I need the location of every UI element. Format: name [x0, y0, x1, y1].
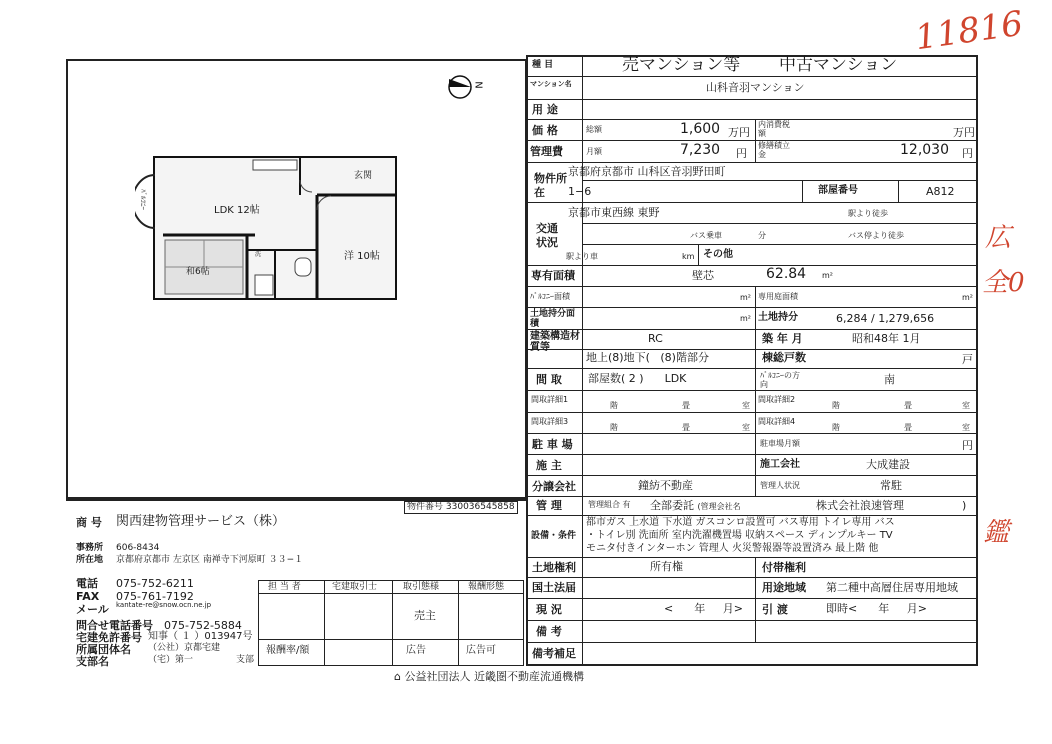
setsubi-label: 設備・条件: [531, 531, 577, 541]
fax-value: 075-761-7192: [116, 590, 194, 603]
ekiyori-sha-label: 駅より車: [566, 252, 598, 261]
layout-label: 間 取: [536, 373, 562, 386]
kanrinin-value: 常駐: [880, 479, 902, 492]
addr-value: 京都府京都市 左京区 南禅寺下河原町 ３３−１: [116, 555, 304, 565]
shuzen-label: 修繕積立金: [758, 141, 790, 159]
structure-value: RC: [648, 332, 663, 345]
hekishin-label: 壁芯: [692, 269, 714, 282]
shogo-value: 関西建物管理サービス（株）: [116, 514, 286, 529]
tel-value: 075-752-6211: [116, 577, 194, 590]
kanrihi-value: 7,230: [680, 142, 721, 158]
grid-taiyo-value: 売主: [414, 609, 436, 622]
built-value: 昭和48年 1月: [852, 332, 921, 345]
grid-houshu-rate: 報酬率/額: [266, 645, 310, 656]
kanrihi-unit: 円: [736, 147, 747, 160]
built-label: 築 年 月: [762, 332, 803, 345]
kanrihi-label: 管理費: [530, 145, 563, 158]
land-share-value: 6,284 / 1,279,656: [836, 312, 935, 325]
garden-area-unit: m²: [962, 293, 973, 302]
bus-toho-label: バス停より徒歩: [848, 231, 904, 240]
land-share-label: 土地持分: [758, 312, 798, 323]
mail-value: kantate-re@snow.ocn.ne.jp: [116, 601, 212, 609]
attached-label: 付帯権利: [762, 561, 806, 574]
detail3-kai: 階: [610, 423, 618, 432]
addr-label: 所在地: [76, 555, 104, 565]
shumoku-label: 種 目: [532, 60, 554, 70]
youto-label: 用途地域: [762, 581, 806, 594]
tax-unit: 万円: [953, 126, 975, 139]
dantai-label: 所属団体名: [76, 643, 131, 656]
contractor-label: 施工会社: [760, 459, 800, 470]
rooms-row: 部屋数( 2 ) LDK: [588, 372, 687, 385]
handwritten-note-2: 全0: [982, 268, 1025, 298]
genkyo-label: 現 況: [536, 603, 562, 616]
area-value: 62.84: [766, 266, 807, 282]
kanrinin-label: 管理人状況: [760, 481, 800, 490]
detail4-label: 間取詳細4: [758, 417, 796, 426]
youto-value: 第二種中高層住居専用地域: [826, 581, 958, 594]
office-label: 事務所: [76, 543, 104, 553]
line-value: 京都市東西線 東野: [568, 206, 660, 219]
hikiwatashi-row: 即時< 年 月>: [826, 602, 927, 615]
transport-label: 交通状況: [536, 222, 558, 250]
detail4-shitsu: 室: [962, 423, 970, 432]
garden-area-label: 専用庭面積: [758, 292, 798, 301]
license-label: 宅建免許番号: [76, 631, 142, 644]
room-ldk-label: LDK 12帖: [214, 205, 260, 216]
north-label: N: [472, 81, 484, 89]
bukken-no: 物件番号 330036545858: [404, 501, 518, 514]
detail1-shitsu: 室: [742, 401, 750, 410]
bikou-hosoku-label: 備考補足: [532, 647, 576, 660]
grid-torihiki-taiyo: 取引態様: [403, 582, 440, 592]
km-label: km: [682, 252, 695, 261]
bus-label: バス乗車: [690, 231, 722, 240]
mail-label: メール: [76, 603, 109, 616]
ekiyori-toho-label: 駅より徒歩: [848, 209, 888, 218]
contractor-value: 大成建設: [866, 458, 910, 471]
room-wa-label: 和6帖: [186, 267, 210, 277]
setsubi-line1: 都市ガス 上水道 下水道 ガスコンロ設置可 バス専用 トイレ専用 バス: [586, 517, 895, 528]
license-value: 知事（ １ ）013947号: [148, 631, 253, 642]
tel-label: 電話: [76, 577, 98, 590]
room-balcony-label: ﾊﾞﾙｺﾆｰ: [139, 189, 147, 210]
shuzen-unit: 円: [962, 147, 973, 160]
toiawase-value: 075-752-5884: [164, 619, 242, 632]
toiawase-label: 問合せ電話番号: [76, 619, 153, 632]
room-genkan-label: 玄関: [354, 171, 373, 181]
shibu-label: 支部名: [76, 655, 109, 668]
grid-koukoku: 広告: [406, 645, 426, 656]
parking-label: 駐 車 場: [532, 438, 573, 451]
detail4-kai: 階: [832, 423, 840, 432]
kokudo-label: 国土法届: [532, 581, 576, 594]
total-label: 総額: [586, 125, 602, 134]
shibu-value: （宅）第一: [148, 655, 194, 665]
grid-torihikishi: 宅建取引士: [332, 582, 378, 592]
floors-row: 地上(8)地下( (8)階部分: [586, 351, 709, 364]
mansion-name-label: マンション名: [530, 80, 572, 88]
shuzen-value: 12,030: [900, 142, 949, 158]
room-yo-label: 洋 10帖: [344, 251, 380, 262]
grid-houshu: 報酬形態: [468, 582, 505, 592]
units-unit: 戸: [962, 353, 973, 366]
org-logo-icon: ⌂: [394, 670, 401, 683]
property-subtype: 中古マンション: [779, 55, 898, 75]
bunjou-value: 鐘紡不動産: [638, 479, 693, 492]
footer-org: ⌂ 公益社団法人 近畿圏不動産流通機構: [394, 670, 584, 683]
detail2-shitsu: 室: [962, 401, 970, 410]
zip-value: 606-8434: [116, 543, 160, 553]
room-no-value: A812: [926, 185, 955, 198]
land-share-area-label: 土地持分面積: [530, 309, 576, 329]
detail1-jo: 畳: [682, 401, 690, 410]
room-sen-label: 洗: [255, 251, 262, 258]
detail3-label: 間取詳細3: [531, 417, 569, 426]
parking-fee-unit: 円: [962, 439, 973, 452]
address2-value: 1−6: [568, 185, 592, 198]
min-label: 分: [758, 231, 766, 240]
address-value: 京都府京都市 山科区音羽野田町: [568, 165, 726, 178]
hikiwatashi-label: 引 渡: [762, 603, 788, 616]
kanri-kumiai-row: 管理組合 有: [588, 500, 631, 509]
other-label: その他: [703, 249, 733, 260]
structure-label: 建築構造材質等: [530, 331, 580, 353]
setsubi-line3: モニタ付きインターホン 管理人 火災警報器等設置済み 最上階 他: [586, 543, 879, 554]
detail1-label: 間取詳細1: [531, 395, 569, 404]
handwritten-note-3: 鑑: [983, 518, 1010, 548]
bikou-label: 備 考: [536, 625, 562, 638]
location-label: 物件所在: [534, 172, 567, 200]
balcony-dir-label: ﾊﾞﾙｺﾆｰの方向: [760, 371, 800, 389]
detail1-kai: 階: [610, 401, 618, 410]
price-value: 1,600: [680, 121, 721, 137]
kanri-label: 管 理: [536, 499, 562, 512]
detail2-jo: 畳: [904, 401, 912, 410]
sekou-label: 施 主: [536, 459, 562, 472]
total-units-label: 棟総戸数: [762, 351, 806, 364]
kanri-company-close: ): [962, 499, 967, 512]
detail4-jo: 畳: [904, 423, 912, 432]
detail3-jo: 畳: [682, 423, 690, 432]
detail2-kai: 階: [832, 401, 840, 410]
parking-fee-label: 駐車場月額: [760, 439, 800, 448]
kanri-type-row: 全部委託 (管理会社名: [650, 499, 741, 512]
area-unit: m²: [822, 271, 833, 280]
dantai-value: （公社）京都宅建: [148, 643, 221, 653]
setsubi-line2: ・トイレ別 洗面所 室内洗濯機置場 収納スペース ディンプルキー TV: [586, 530, 893, 541]
bunjou-label: 分譲会社: [532, 480, 576, 493]
senyu-label: 専有面積: [531, 269, 575, 282]
genkyo-row: < 年 月>: [664, 602, 743, 615]
land-right-value: 所有権: [650, 560, 683, 573]
grid-tanto: 担 当 者: [268, 582, 301, 592]
shogo-label: 商 号: [76, 516, 102, 529]
room-no-label: 部屋番号: [818, 185, 858, 196]
land-share-area-unit: m²: [740, 314, 751, 323]
balcony-area-unit: m²: [740, 293, 751, 302]
handwritten-number: 11816: [912, 3, 1026, 59]
use-label: 用 途: [532, 103, 558, 116]
grid-koukoku-ka: 広告可: [466, 645, 496, 656]
price-unit: 万円: [728, 126, 750, 139]
direction-value: 南: [884, 373, 895, 386]
fax-label: FAX: [76, 590, 100, 603]
monthly-label: 月額: [586, 147, 602, 156]
tax-label: 内消費税額: [758, 120, 790, 138]
property-type: 売マンション等: [622, 55, 741, 75]
mansion-name-value: 山科音羽マンション: [706, 81, 805, 94]
price-label: 価 格: [532, 124, 558, 137]
detail3-shitsu: 室: [742, 423, 750, 432]
land-right-label: 土地権利: [532, 561, 576, 574]
handwritten-note-1: 広: [985, 223, 1012, 253]
detail2-label: 間取詳細2: [758, 395, 796, 404]
shibu-suffix: 支部: [236, 655, 255, 665]
kanri-company-value: 株式会社浪速管理: [816, 499, 904, 512]
balcony-area-label: ﾊﾞﾙｺﾆｰ面積: [530, 292, 570, 301]
